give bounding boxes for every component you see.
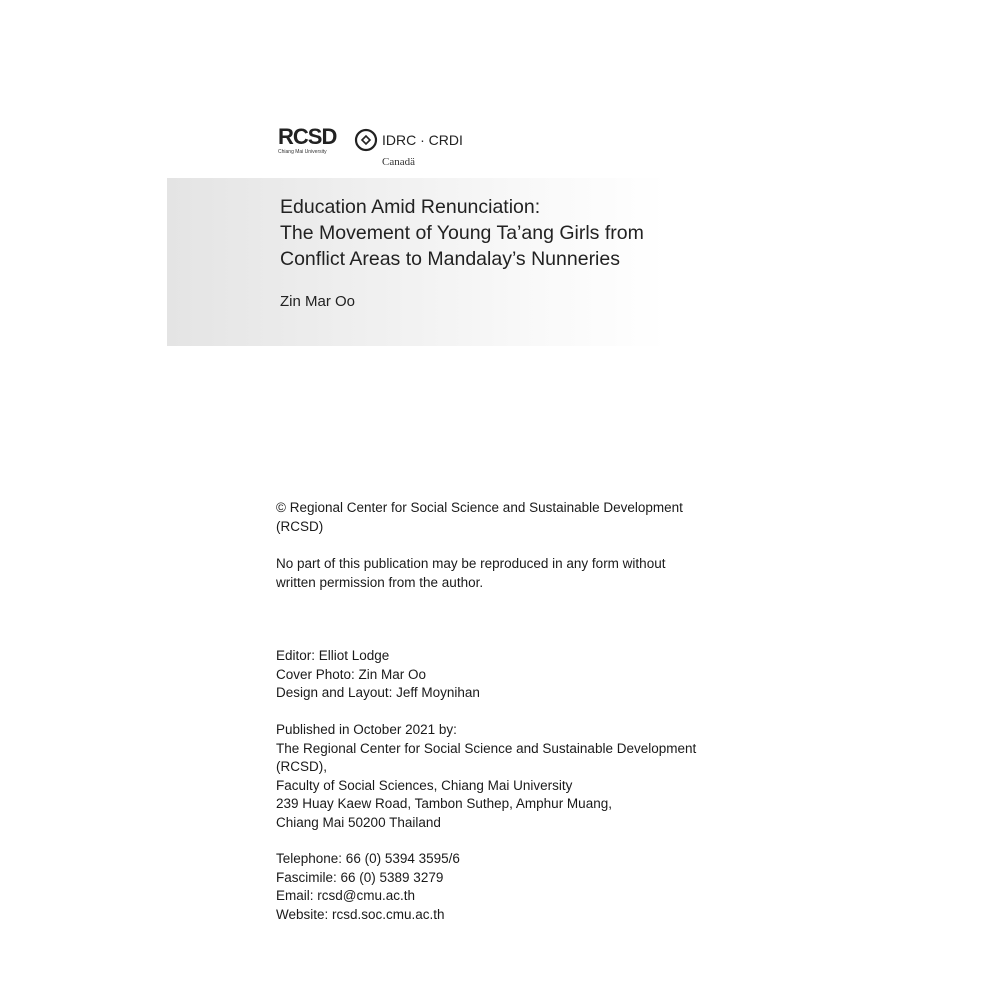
copyright-notice xyxy=(276,499,736,536)
rights-line: written permission from the author. xyxy=(276,574,484,590)
book-title xyxy=(280,194,700,272)
rcsd-logo xyxy=(278,126,338,158)
idrc-logo xyxy=(354,128,464,156)
publisher-line: Chiang Mai 50200 Thailand xyxy=(276,814,441,830)
title-line: The Movement of Young Ta’ang Girls from xyxy=(280,222,644,244)
credit-line: Cover Photo: Zin Mar Oo xyxy=(276,666,427,682)
rights-line: No part of this publication may be reproduced in any form without xyxy=(276,556,666,571)
canada-wordmark: Canadä xyxy=(382,156,415,168)
rcsd-logo-subtext: Chiang Mai University xyxy=(278,149,327,155)
telephone-line: Telephone: 66 (0) 5394 3595/6 xyxy=(276,851,460,866)
rcsd-logo-text: RCSD xyxy=(278,124,337,149)
publisher-logos xyxy=(278,126,478,174)
idrc-logo-text: IDRC · CRDI xyxy=(382,132,463,148)
contact-info xyxy=(276,850,736,924)
publisher-line: The Regional Center for Social Science and Sustainable Development xyxy=(276,740,697,756)
fax-line: Fascimile: 66 (0) 5389 3279 xyxy=(276,869,444,885)
website-line: Website: rcsd.soc.cmu.ac.th xyxy=(276,906,445,922)
publisher-info xyxy=(276,721,736,832)
credit-line: Design and Layout: Jeff Moynihan xyxy=(276,685,480,700)
author-name: Zin Mar Oo xyxy=(280,293,356,310)
publisher-line: Published in October 2021 by: xyxy=(276,722,457,737)
title-line: Conflict Areas to Mandalay’s Nunneries xyxy=(280,248,620,270)
credit-line: Editor: Elliot Lodge xyxy=(276,648,390,663)
credits xyxy=(276,647,736,703)
title-line: Education Amid Renunciation: xyxy=(280,196,541,218)
copyright-line: (RCSD) xyxy=(276,518,324,534)
copyright-line: © Regional Center for Social Science and Sustainable Development xyxy=(276,500,683,515)
publisher-line: Faculty of Social Sciences, Chiang Mai University xyxy=(276,777,573,793)
email-line: Email: rcsd@cmu.ac.th xyxy=(276,888,415,903)
publisher-line: (RCSD), xyxy=(276,759,327,774)
rights-notice xyxy=(276,555,736,592)
publisher-line: 239 Huay Kaew Road, Tambon Suthep, Amphur Muang, xyxy=(276,796,612,811)
idrc-emblem-icon xyxy=(354,128,378,152)
